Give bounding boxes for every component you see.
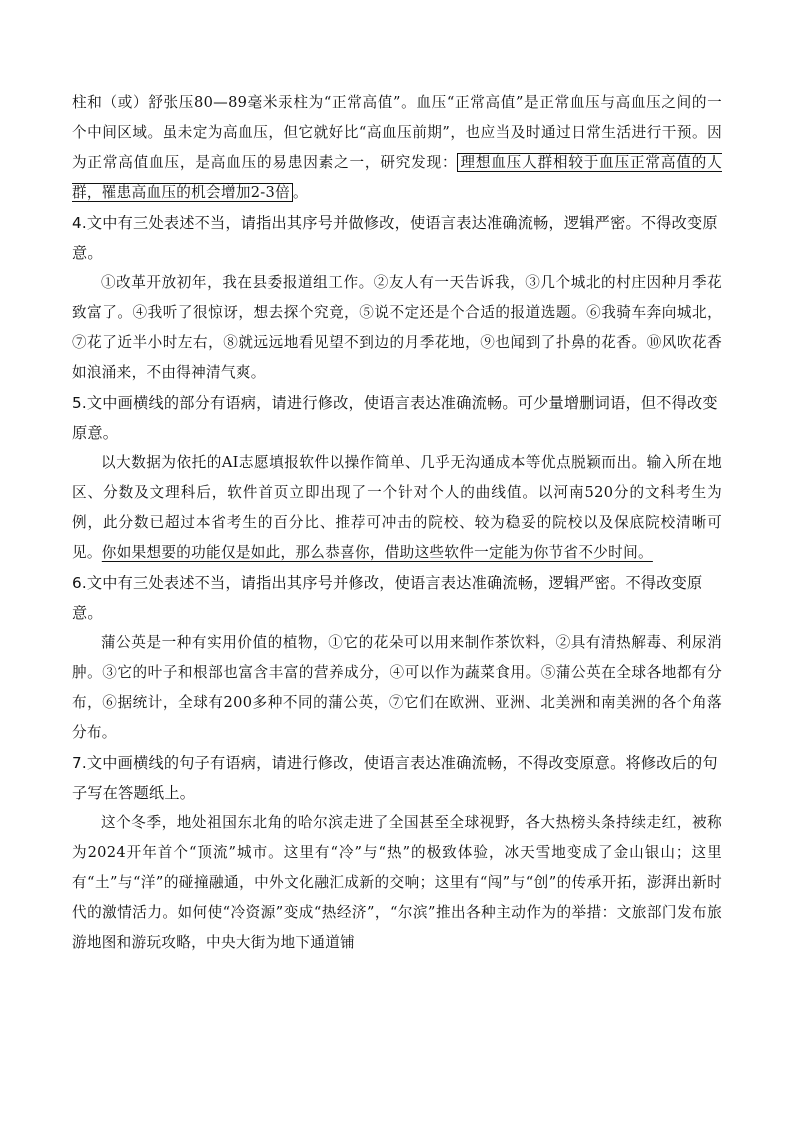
passage-paragraph: [72, 268, 722, 388]
question-heading: 4.文中有三处表述不当，请指出其序号并做修改，使语言表达准确流畅，逻辑严密。不得改变原意。: [72, 214, 718, 262]
paragraph-text: 以大数据为依托的AI志愿填报软件以操作简单、几乎无沟通成本等优点脱颖而出。输入所在地区、分数及文理科后，软件首页立即出现了一个针对个人的曲线值。以河南520分的文科考生为例，此分数已超过本省考生的百分比、推荐可冲击的院校、较为稳妥的院校以及保底院校清晰可见。: [72, 454, 722, 561]
question-heading: 7.文中画横线的句子有语病，请进行修改，使语言表达准确流畅，不得改变原意。将修改后的句子写在答题纸上。: [72, 754, 718, 802]
document-page: [72, 88, 722, 958]
question-heading: 6.文中有三处表述不当，请指出其序号并修改，使语言表达准确流畅，逻辑严密。不得改变原意。: [72, 574, 703, 622]
question-heading: 5.文中画横线的部分有语病，请进行修改，使语言表达准确流畅。可少量增删词语，但不得改变原意。: [72, 394, 718, 442]
paragraph-text: ①改革开放初年，我在县委报道组工作。②友人有一天告诉我，③几个城北的村庄因种月季花致富了。④我听了很惊讶，想去探个究竟，⑤说不定还是个合适的报道选题。⑥我骑车奔向城北，⑦花了近半小时左右，⑧就远远地看见望不到边的月季花地，⑨也闻到了扑鼻的花香。⑩风吹花香如浪涌来，不由得神清气爽。: [72, 274, 722, 381]
paragraph-text: 这个冬季，地处祖国东北角的哈尔滨走进了全国甚至全球视野，各大热榜头条持续走红，被称为2024开年首个“顶流”城市。这里有“冷”与“热”的极致体验，冰天雪地变成了金山银山；这里有“土”与“洋”的碰撞融通，中外文化融汇成新的交响；这里有“闯”与“创”的传承开拓，澎湃出新时代的激情活力。如何使“冷资源”变成“热经济”，“尔滨”推出各种主动作为的举措：文旅部门发布旅游地图和游玩攻略，中央大街为地下通道铺: [72, 814, 722, 951]
paragraph-text: 蒲公英是一种有实用价值的植物，①它的花朵可以用来制作茶饮料，②具有清热解毒、利尿消肿。③它的叶子和根部也富含丰富的营养成分，④可以作为蔬菜食用。⑤蒲公英在全球各地都有分布，⑥据统计，全球有200多种不同的蒲公英，⑦它们在欧洲、亚洲、北美洲和南美洲的各个角落分布。: [72, 634, 722, 741]
passage-paragraph: [72, 628, 722, 748]
paragraph-text: 。: [293, 184, 308, 201]
passage-paragraph: [72, 88, 722, 208]
underlined-sentence: 你如果想要的功能仅是如此，那么恭喜你，借助这些软件一定能为你节省不少时间。: [101, 544, 653, 561]
boxed-sentence: 理想血压人群相较于血压正常高值的人群，罹患高血压的机会增加2-3倍: [72, 154, 722, 201]
passage-paragraph: [72, 808, 722, 958]
paragraph-text: 柱和（或）舒张压80—89毫米汞柱为“正常高值”。血压“正常高值”是正常血压与高血压之间的一个中间区域。虽未定为高血压，但它就好比“高血压前期”，也应当及时通过日常生活进行干预。因为正常高值血压，是高血压的易患因素之一，研究发现：: [72, 94, 722, 171]
passage-paragraph: [72, 448, 722, 568]
